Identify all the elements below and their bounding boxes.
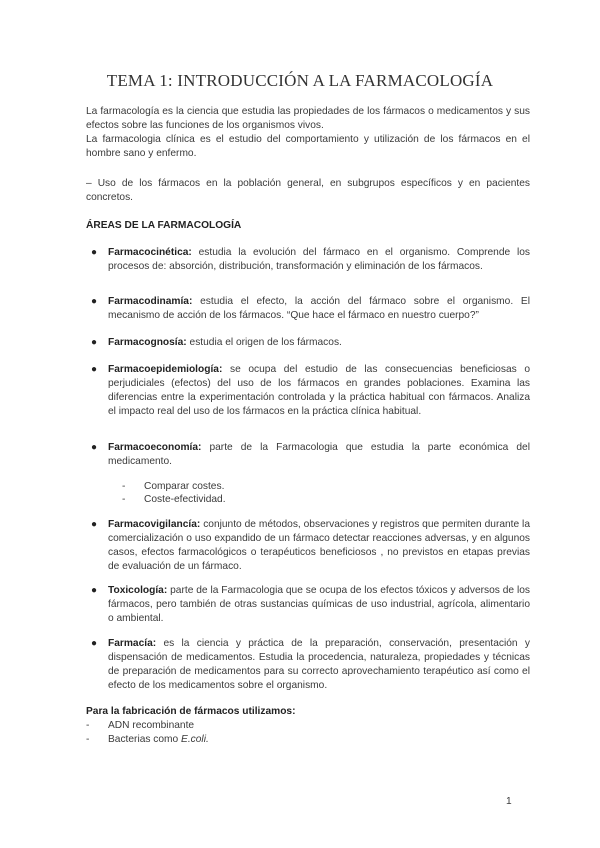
definition: es la ciencia y práctica de la preparación, conservación, presentación y dispensación de medicamentos. Estudia la procedencia, naturaleza, propiedades y técnicas de preparación de medicamentos para su correcto aprovechamiento terapéutico así como el efecto de los medicamentos sobre el organismo. — [108, 638, 530, 691]
list-item — [91, 336, 530, 350]
dash-icon: - — [122, 481, 126, 492]
sub-list-item — [122, 480, 225, 494]
bullet-icon: ● — [91, 638, 98, 649]
sub-list-item — [122, 493, 226, 507]
bullet-icon: ● — [91, 585, 98, 596]
term: Farmacoepidemiología: — [108, 364, 223, 375]
definition: estudia el efecto, la acción del fármaco sobre el organismo. El mecanismo de acción de los fármacos. “Que hace el fármaco en nuestro cuerpo?” — [108, 296, 530, 321]
fabrication-item-text: ADN recombinante — [108, 720, 195, 731]
intro-paragraph-1: La farmacología es la ciencia que estudia las propiedades de los fármacos o medicamentos y sus efectos sobre las funciones de los organismos vivos. — [86, 106, 530, 131]
bullet-icon: ● — [91, 296, 98, 307]
bullet-icon: ● — [91, 364, 98, 375]
dash-icon: - — [86, 720, 90, 731]
sub-item-text: Coste-efectividad. — [144, 494, 226, 505]
definition: estudia el origen de los fármacos. — [186, 337, 342, 348]
fabrication-item — [86, 733, 209, 747]
fabrication-item — [86, 719, 195, 733]
definition: estudia la evolución del fármaco en el organismo. Comprende los procesos de: absorción, distribución, transformación y eliminación de los fármacos. — [108, 247, 530, 272]
bullet-icon: ● — [91, 442, 98, 453]
term: Farmacoeconomía: — [108, 442, 202, 453]
areas-heading: ÁREAS DE LA FARMACOLOGÍA — [86, 220, 242, 231]
list-item — [91, 246, 530, 274]
intro-paragraph-2: La farmacologia clínica es el estudio del comportamiento y utilización de los fármacos en el hombre sano y enfermo. — [86, 134, 530, 159]
term: Farmacodinamía: — [108, 296, 193, 307]
page-title: TEMA 1: INTRODUCCIÓN A LA FARMACOLOGÍA — [106, 71, 494, 90]
intro-paragraph-3: – Uso de los fármacos en la población general, en subgrupos específicos y en pacientes concretos. — [86, 178, 530, 203]
fabrication-item-text: Bacterias como — [108, 734, 182, 745]
bullet-icon: ● — [91, 247, 98, 258]
list-item — [91, 295, 530, 323]
dash-icon: - — [122, 494, 126, 505]
list-item — [91, 441, 530, 469]
definition: parte de la Farmacologia que estudia la parte económica del medicamento. — [108, 442, 530, 467]
term: Farmacovigilancía: — [108, 519, 201, 530]
definition: conjunto de métodos, observaciones y registros que permiten durante la comercialización o uso expandido de un fármaco detectar reacciones adversas, y en algunos casos, efectos farmacológicos o terapéuticos beneficiosos , no previstos en etapas previas de evaluación de un fármaco. — [108, 519, 530, 572]
term: Farmacognosía: — [108, 337, 187, 348]
fabrication-heading: Para la fabricación de fármacos utilizamos: — [86, 706, 296, 717]
definition: se ocupa del estudio de las consecuencias beneficiosas o perjudiciales (efectos) del uso de los fármacos en grandes poblaciones. Examina las diferencias entre la experimentación controlada y la práctica habitual con fármacos. Analiza el impacto real del uso de los fármacos en la práctica clínica habitual. — [108, 364, 530, 417]
bullet-icon: ● — [91, 337, 98, 348]
species-name: E.coli. — [181, 734, 209, 745]
dash-icon: - — [86, 734, 90, 745]
bullet-icon: ● — [91, 519, 98, 530]
list-item — [91, 584, 530, 626]
list-item — [91, 518, 530, 574]
list-item — [91, 637, 530, 693]
term: Farmacocinética: — [108, 247, 192, 258]
term: Farmacía: — [108, 638, 157, 649]
page-number: 1 — [506, 796, 512, 807]
list-item — [91, 363, 530, 419]
sub-item-text: Comparar costes. — [144, 481, 225, 492]
definition: parte de la Farmacologia que se ocupa de los efectos tóxicos y adversos de los fármacos, pero también de otras sustancias químicas de uso industrial, agrícola, alimentario o ambiental. — [108, 585, 530, 624]
term: Toxicología: — [108, 585, 168, 596]
